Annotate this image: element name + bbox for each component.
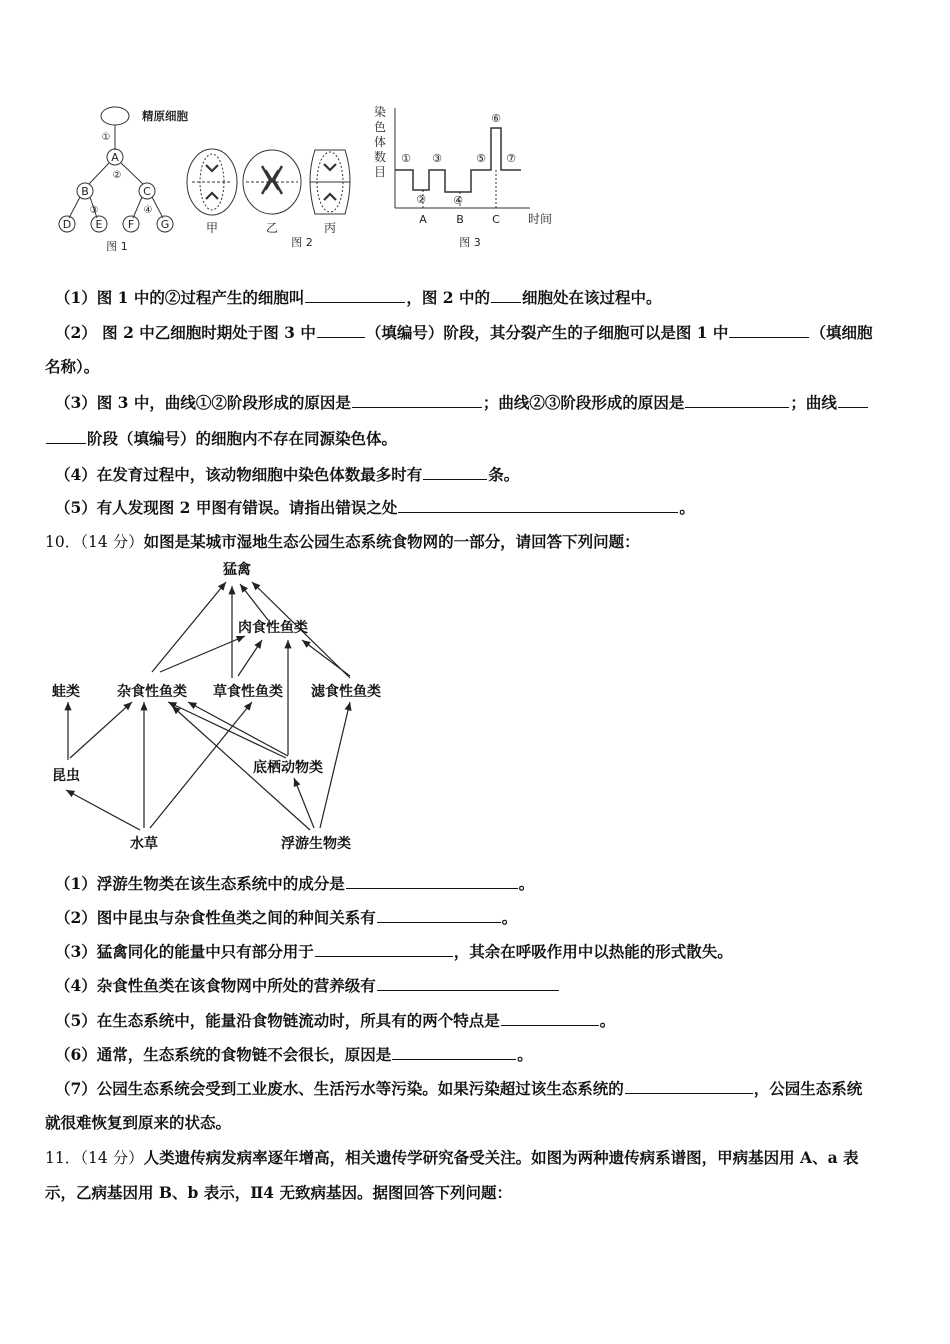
figure-1	[45, 100, 195, 260]
q10-sub7	[55, 1078, 862, 1099]
q9-sub2-blank-2[interactable]	[729, 322, 809, 338]
step-4-label: ④	[143, 205, 153, 216]
q9-sub5	[55, 497, 695, 518]
q9-sub3-blank-3b[interactable]	[46, 428, 86, 444]
q9-sub2-text-a: （2） 图 2 中乙细胞时期处于图 3 中	[55, 323, 316, 342]
node-waterweed: 水草	[130, 836, 158, 852]
q9-sub3-blank-2[interactable]	[685, 392, 789, 408]
q9-sub2-text-d: 名称）。	[45, 357, 100, 376]
q10-sub6	[55, 1044, 533, 1065]
node-b-label: B	[81, 185, 89, 198]
q10-sub5-blank[interactable]	[501, 1010, 599, 1026]
arrow-insect-to-omnivore	[70, 702, 132, 758]
node-plankton: 浮游生物类	[281, 836, 351, 852]
q10-sub4-blank[interactable]	[377, 975, 559, 991]
q9-sub3-cont	[45, 428, 397, 449]
q10-sub7-cont	[45, 1113, 231, 1133]
arrow-filter-to-carnivore	[302, 640, 350, 676]
arrow-waterweed-to-insect	[66, 790, 140, 830]
node-benthic: 底栖动物类	[253, 760, 323, 776]
q11-stem-line1	[45, 1148, 859, 1168]
q10-sub3	[55, 941, 733, 962]
q9-sub2-cont	[45, 357, 99, 377]
stage-4-label: ④	[453, 194, 463, 207]
figure-3-caption: 图 3	[459, 236, 481, 249]
node-herbivore-fish: 草食性鱼类	[213, 684, 283, 700]
node-omnivore-fish: 杂食性鱼类	[117, 684, 187, 700]
q10-sub1-text-b: 。	[518, 874, 535, 893]
q9-sub4-text-b: 条。	[488, 465, 520, 484]
root-label: 精原细胞	[142, 109, 188, 123]
arrow-carnivore-to-raptor	[240, 584, 268, 620]
node-carnivore-fish: 肉食性鱼类	[238, 620, 308, 636]
ylabel-char-1: 染	[373, 105, 387, 119]
node-insect: 昆虫	[52, 768, 80, 784]
figure-2-caption: 图 2	[291, 236, 313, 249]
q9-sub3-blank-1[interactable]	[352, 392, 482, 408]
q10-score: （14 分）	[80, 533, 144, 551]
q10-sub7-text-c: 就很难恢复到原来的状态。	[45, 1113, 232, 1132]
step-2-label: ②	[112, 170, 122, 181]
q10-sub6-text-a: （6）通常，生态系统的食物链不会很长，原因是	[55, 1045, 392, 1064]
cell-bing-label: 丙	[323, 221, 337, 235]
q9-sub5-text-a: （5）有人发现图 2 甲图有错误。请指出错误之处	[55, 498, 398, 517]
q10-stem	[45, 532, 640, 552]
q10-sub7-text-a: （7）公园生态系统会受到工业废水、生活污水等污染。如果污染超过该生态系统的	[55, 1079, 624, 1098]
q9-sub1-blank-2[interactable]	[491, 287, 521, 303]
q10-sub3-text-b: ，其余在呼吸作用中以热能的形式散失。	[453, 942, 733, 961]
q10-number: 10．	[45, 533, 81, 551]
q10-sub6-blank[interactable]	[392, 1044, 516, 1060]
q9-sub3-text-c: ；曲线	[790, 393, 837, 412]
cell-yi	[243, 150, 301, 214]
arrow-waterweed-to-herbivore	[150, 702, 252, 828]
root-cell	[101, 107, 129, 125]
arrow-plankton-to-benthic	[294, 778, 314, 828]
q9-sub1-blank-1[interactable]	[305, 287, 405, 303]
q10-sub5	[55, 1010, 615, 1031]
arrow-herbivore-to-carnivore	[238, 640, 262, 676]
q9-sub1-text-a: （1）图 1 中的②过程产生的细胞叫	[55, 288, 305, 307]
food-web-diagram	[40, 560, 400, 860]
x-axis-label: 时间	[527, 212, 553, 226]
q9-sub4	[55, 464, 519, 485]
q11-stem-text-a: 人类遗传病发病率逐年增高，相关遗传学研究备受关注。如图为两种遗传病系谱图，甲病基因用 A、a 表	[143, 1148, 859, 1167]
stage-3-label: ③	[432, 152, 442, 165]
q9-sub2-text-b: （填编号）阶段，其分裂产生的子细胞可以是图 1 中	[365, 323, 729, 342]
q10-sub2-text-a: （2）图中昆虫与杂食性鱼类之间的种间关系有	[55, 908, 376, 927]
q10-sub4	[55, 975, 560, 996]
ylabel-char-5: 目	[373, 165, 387, 179]
node-a-label: A	[111, 151, 119, 164]
node-raptor: 猛禽	[223, 562, 251, 578]
q10-sub4-text-a: （4）杂食性鱼类在该食物网中所处的营养级有	[55, 976, 376, 995]
stage-1-label: ①	[401, 152, 411, 165]
figure-1-caption: 图 1	[106, 240, 128, 253]
q9-sub2	[55, 322, 872, 343]
stage-6-label: ⑥	[491, 112, 501, 125]
q9-sub5-blank-1[interactable]	[398, 497, 678, 513]
q9-sub3	[55, 392, 869, 413]
q9-sub4-blank-1[interactable]	[423, 464, 487, 480]
q10-sub3-blank[interactable]	[315, 941, 453, 957]
q11-number: 11．	[45, 1149, 81, 1167]
node-frog: 蛙类	[52, 684, 80, 700]
node-e-label: E	[95, 218, 103, 231]
xtick-b: B	[456, 213, 464, 226]
q9-sub3-text-d: 阶段（填编号）的细胞内不存在同源染色体。	[87, 429, 398, 448]
stage-7-label: ⑦	[506, 152, 516, 165]
ylabel-char-4: 数	[373, 150, 387, 164]
q9-sub2-text-c: （填细胞	[810, 323, 873, 342]
q10-sub2-text-b: 。	[501, 908, 518, 927]
node-filter-fish: 滤食性鱼类	[311, 684, 381, 700]
q10-sub2-blank[interactable]	[377, 907, 501, 923]
cell-jia-label: 甲	[205, 221, 219, 235]
node-c-label: C	[143, 185, 151, 198]
q11-score: （14 分）	[80, 1149, 144, 1167]
figure-2	[180, 140, 360, 250]
q9-sub5-text-b: 。	[679, 498, 695, 517]
cell-jia	[187, 149, 237, 215]
q9-sub3-text-a: （3）图 3 中，曲线①②阶段形成的原因是	[55, 393, 351, 412]
stage-5-label: ⑤	[476, 152, 486, 165]
arrow-omnivore-to-raptor	[152, 582, 226, 672]
chromosome-curve	[395, 128, 521, 192]
figure-3-ylabel	[374, 104, 386, 179]
step-3-label: ③	[89, 205, 99, 216]
q9-sub4-text-a: （4）在发育过程中，该动物细胞中染色体数最多时有	[55, 465, 423, 484]
step-1-label: ①	[101, 132, 111, 143]
q10-sub3-text-a: （3）猛禽同化的能量中只有部分用于	[55, 942, 314, 961]
q11-stem-text-b: 示，乙病基因用 B、b 表示，Ⅱ4 无致病基因。据图回答下列问题：	[45, 1183, 512, 1202]
q9-sub3-text-b: ；曲线②③阶段形成的原因是	[482, 393, 685, 412]
xtick-a: A	[419, 213, 427, 226]
node-f-label: F	[127, 218, 135, 231]
q11-stem-line2	[45, 1183, 512, 1203]
q9-sub1-text-c: 细胞处在该过程中。	[521, 288, 662, 307]
q9-sub1-text-b: ，图 2 中的	[406, 288, 490, 307]
q10-sub7-blank[interactable]	[625, 1078, 753, 1094]
arrow-plankton-to-filter	[320, 702, 350, 828]
xtick-c: C	[492, 213, 500, 226]
node-g-label: G	[160, 218, 170, 231]
cell-yi-label: 乙	[265, 221, 279, 235]
q10-sub6-text-b: 。	[517, 1045, 533, 1064]
q9-sub3-blank-3a[interactable]	[838, 392, 868, 408]
cell-bing	[310, 150, 350, 214]
q9-sub2-blank-1[interactable]	[317, 322, 365, 338]
stage-2-label: ②	[416, 193, 426, 206]
q10-sub5-text-a: （5）在生态系统中，能量沿食物链流动时，所具有的两个特点是	[55, 1011, 500, 1030]
q10-sub2	[55, 907, 517, 928]
q10-sub7-text-b: ，公园生态系统	[753, 1079, 863, 1098]
q9-sub1	[55, 287, 661, 308]
figure-3	[365, 100, 565, 255]
ylabel-char-2: 色	[373, 120, 387, 134]
ylabel-char-3: 体	[373, 135, 387, 149]
node-d-label: D	[62, 218, 72, 231]
q10-stem-text: 如图是某城市湿地生态公园生态系统食物网的一部分，请回答下列问题：	[143, 532, 640, 551]
q10-sub5-text-b: 。	[599, 1011, 616, 1030]
q10-sub1-text-a: （1）浮游生物类在该生态系统中的成分是	[55, 874, 345, 893]
q10-sub1	[55, 873, 534, 894]
q10-sub1-blank[interactable]	[346, 873, 518, 889]
arrow-benthic-to-herbivore	[188, 702, 288, 756]
arrow-benthic-to-omnivore	[168, 702, 286, 758]
